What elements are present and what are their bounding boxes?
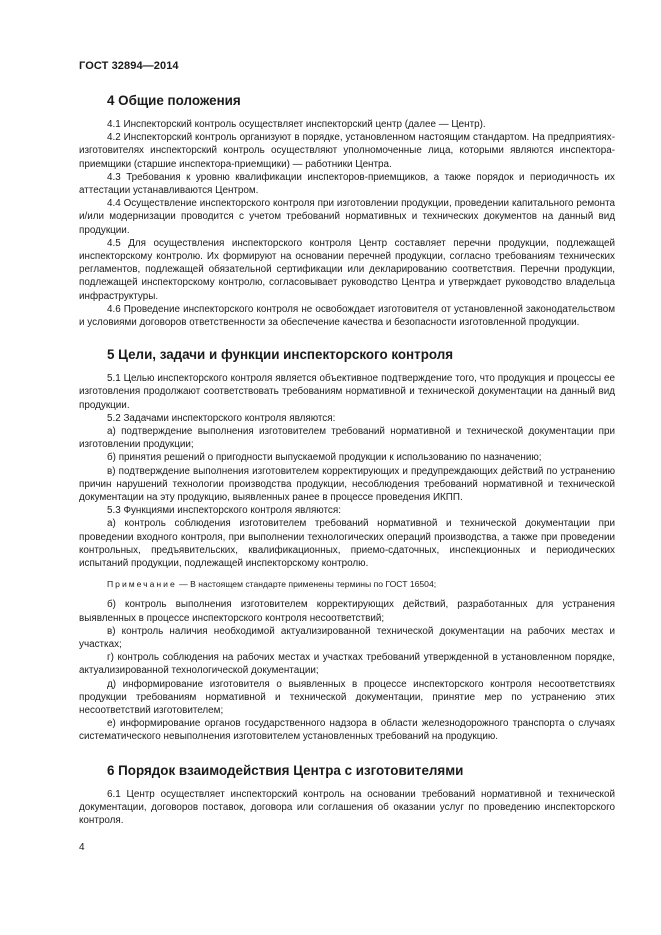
list-item-5-3-b: б) контроль выполнения изготовителем корректирующих действий, разработанных для устранения выявленных в процессе инспекторского контроля несоответствий; (79, 599, 615, 624)
note-label: Примечание (107, 579, 177, 590)
section-4 (79, 92, 615, 329)
list-item-5-2-v: в) подтверждение выполнения изготовителем корректирующих и предупреждающих действий по устранению причин нарушений технологии производства продукции, несоблюдения требований нормативной и технической документации на эту продукцию, выявленных ранее в процессе проведения ИКПП. (79, 465, 615, 504)
paragraph-5-3: 5.3 Функциями инспекторского контроля являются: (107, 505, 341, 517)
paragraph-6-1: 6.1 Центр осуществляет инспекторский контроль на основании требований нормативной и технической документации, договоров поставок, договора или соглашения об оказании услуг по проведению инспекторского контроля. (79, 788, 615, 826)
list-item-5-3-g: г) контроль соблюдения на рабочих местах и участках требований утвержденной в установленном порядке, актуализированной технологической документации; (79, 652, 615, 677)
list-item-5-3-a: а) контроль соблюдения изготовителем требований нормативной и технической документации при проведении входного контроля, при выполнении технологических операций производства, а также при проведении контрольных, предъявительских, квалификационных, приемо-сдаточных, инспекционных и периодических испытаний продукции, подлежащей инспекторскому контролю. (79, 518, 615, 570)
page-number: 4 (79, 842, 85, 853)
document-body (79, 92, 615, 827)
paragraph-4-6: 4.6 Проведение инспекторского контроля не освобождает изготовителя от установленной законодательством и условиями договоров ответственности за обеспечение качества и безопасности изготовленной продукции. (79, 303, 615, 329)
list-item-5-2-a: а) подтверждение выполнения изготовителем требований нормативной и технической документации при изготовлении продукции; (79, 426, 615, 451)
paragraph-4-1: 4.1 Инспекторский контроль осуществляет инспекторский центр (далее — Центр). (107, 119, 486, 130)
section-4-title: 4 Общие положения (107, 93, 241, 108)
section-5-title: 5 Цели, задачи и функции инспекторского контроля (107, 347, 454, 363)
paragraph-4-3: 4.3 Требования к уровню квалификации инспекторов-приемщиков, а также порядок и периодичность их аттестации устанавливаются Центром. (79, 171, 615, 197)
paragraph-5-1: 5.1 Целью инспекторского контроля является объективное подтверждение того, что продукция и процессы ее изготовления продолжают соответствовать требованиям нормативной и технической документации на данный вид продукции. (79, 373, 615, 411)
note (79, 578, 615, 590)
paragraph-4-4: 4.4 Осуществление инспекторского контроля при изготовлении продукции, проведении капитального ремонта и/или модернизации проводится с учетом требований нормативных и технических документов на данный вид продукции. (79, 198, 615, 236)
document-code: ГОСТ 32894—2014 (79, 60, 179, 72)
list-item-5-3-v: в) контроль наличия необходимой актуализированной технической документации на рабочих местах и участках; (79, 625, 615, 650)
list-item-5-3-e: е) информирование органов государственного надзора в области железнодорожного транспорта о случаях систематического невыполнения изготовителем установленных требований на продукцию. (79, 718, 615, 743)
paragraph-5-2: 5.2 Задачами инспекторского контроля являются: (107, 412, 336, 424)
paragraph-4-2: 4.2 Инспекторский контроль организуют в порядке, установленном настоящим стандартом. На предприятиях-изготовителях инспекторский контроль осуществляют уполномоченные лица, которыми являются инспектора-приемщики (старшие инспектора-приемщики) — работники Центра. (79, 132, 615, 170)
section-6 (79, 762, 615, 828)
paragraph-4-5: 4.5 Для осуществления инспекторского контроля Центр составляет перечни продукции, подлежащей инспекторскому контролю. Их формируют на основании перечней продукции, согласно требованиям технических регламентов, подлежащей обязательной сертификации или декларированию соответствия. Перечни продукции, подлежащей инспекторскому контролю, согласовывает руководство Центра и утверждает руководство владельца инфраструктуры. (79, 237, 615, 302)
list-item-5-2-b: б) принятия решений о пригодности выпускаемой продукции к использованию по назначению; (107, 452, 542, 464)
note-text: — В настоящем стандарте применены термины по ГОСТ 16504; (176, 579, 437, 590)
section-5 (79, 346, 615, 743)
section-6-title: 6 Порядок взаимодействия Центра с изготовителями (107, 762, 464, 778)
list-item-5-3-d: д) информирование изготовителя о выявленных в процессе инспекторского контроля несоответствиях продукции требованиям нормативной и технической документации, принятие мер по устранению этих несоответствий изготовителем; (79, 678, 615, 716)
